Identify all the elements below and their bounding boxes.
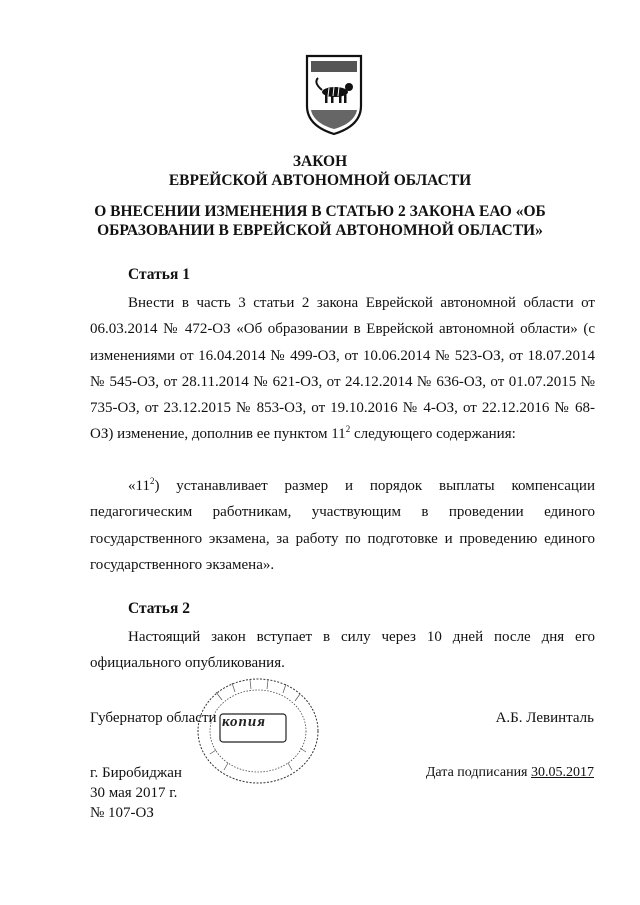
article-1-paragraph-2 <box>90 473 595 578</box>
quote-text-start: «11 <box>128 478 150 494</box>
document-title <box>0 152 640 190</box>
article-1-text-end: следующего содержания: <box>350 426 516 443</box>
governor-name: А.Б. Левинталь <box>495 710 594 726</box>
signing-date <box>426 765 594 781</box>
quote-text-end: ) устанавливает размер и порядок выплаты компенсации педагогическим работникам, участвующим в проведении единого государственного экзамена, за работу по подготовке и проведению единого государственного экзамена». <box>90 478 595 573</box>
article-1-text-start: Внести в часть 3 статьи 2 закона Еврейской автономной области от 06.03.2014 № 472-ОЗ «Об образовании в Еврейской автономной области» (с изменениями от 16.04.2014 № 499-ОЗ, от 10.06.2014 № 523-ОЗ, от 18.07.2014 № 545-ОЗ, от 28.11.2014 № 621-ОЗ, от 24.12.2014 № 636-ОЗ, от 01.07.2015 № 735-ОЗ, от 23.12.2015 № 853-ОЗ, от 19.10.2016 № 4-ОЗ, от 22.12.2016 № 68-ОЗ) изменение, дополнив ее пунктом 11 <box>90 295 595 443</box>
stamp-label: копия <box>222 714 266 730</box>
document-subtitle: О ВНЕСЕНИИ ИЗМЕНЕНИЯ В СТАТЬЮ 2 ЗАКОНА ЕАО «ОБ ОБРАЗОВАНИИ В ЕВРЕЙСКОЙ АВТОНОМНОЙ ОБЛАСТИ» <box>94 203 546 239</box>
article-2-paragraph: Настоящий закон вступает в силу через 10 дней после дня его официального опубликования. <box>90 629 595 672</box>
governor-title: Губернатор области <box>90 710 217 726</box>
signing-date-label: Дата подписания <box>425 765 531 780</box>
quote-superscript: 2 <box>149 476 155 486</box>
article-1-heading: Статья 1 <box>128 266 190 283</box>
law-date: 30 мая 2017 г. <box>90 785 178 801</box>
coat-of-arms-emblem <box>301 52 367 137</box>
law-number: № 107-ОЗ <box>90 805 154 821</box>
article-2-heading: Статья 2 <box>128 600 190 617</box>
article-1-paragraph-1 <box>90 290 595 448</box>
article-1-superscript: 2 <box>345 424 351 435</box>
title-line-1: ЗАКОН <box>292 153 348 170</box>
city: г. Биробиджан <box>90 765 182 781</box>
signing-date-value: 30.05.2017 <box>531 765 594 780</box>
official-stamp <box>192 672 324 790</box>
title-line-2: ЕВРЕЙСКОЙ АВТОНОМНОЙ ОБЛАСТИ <box>168 172 472 189</box>
